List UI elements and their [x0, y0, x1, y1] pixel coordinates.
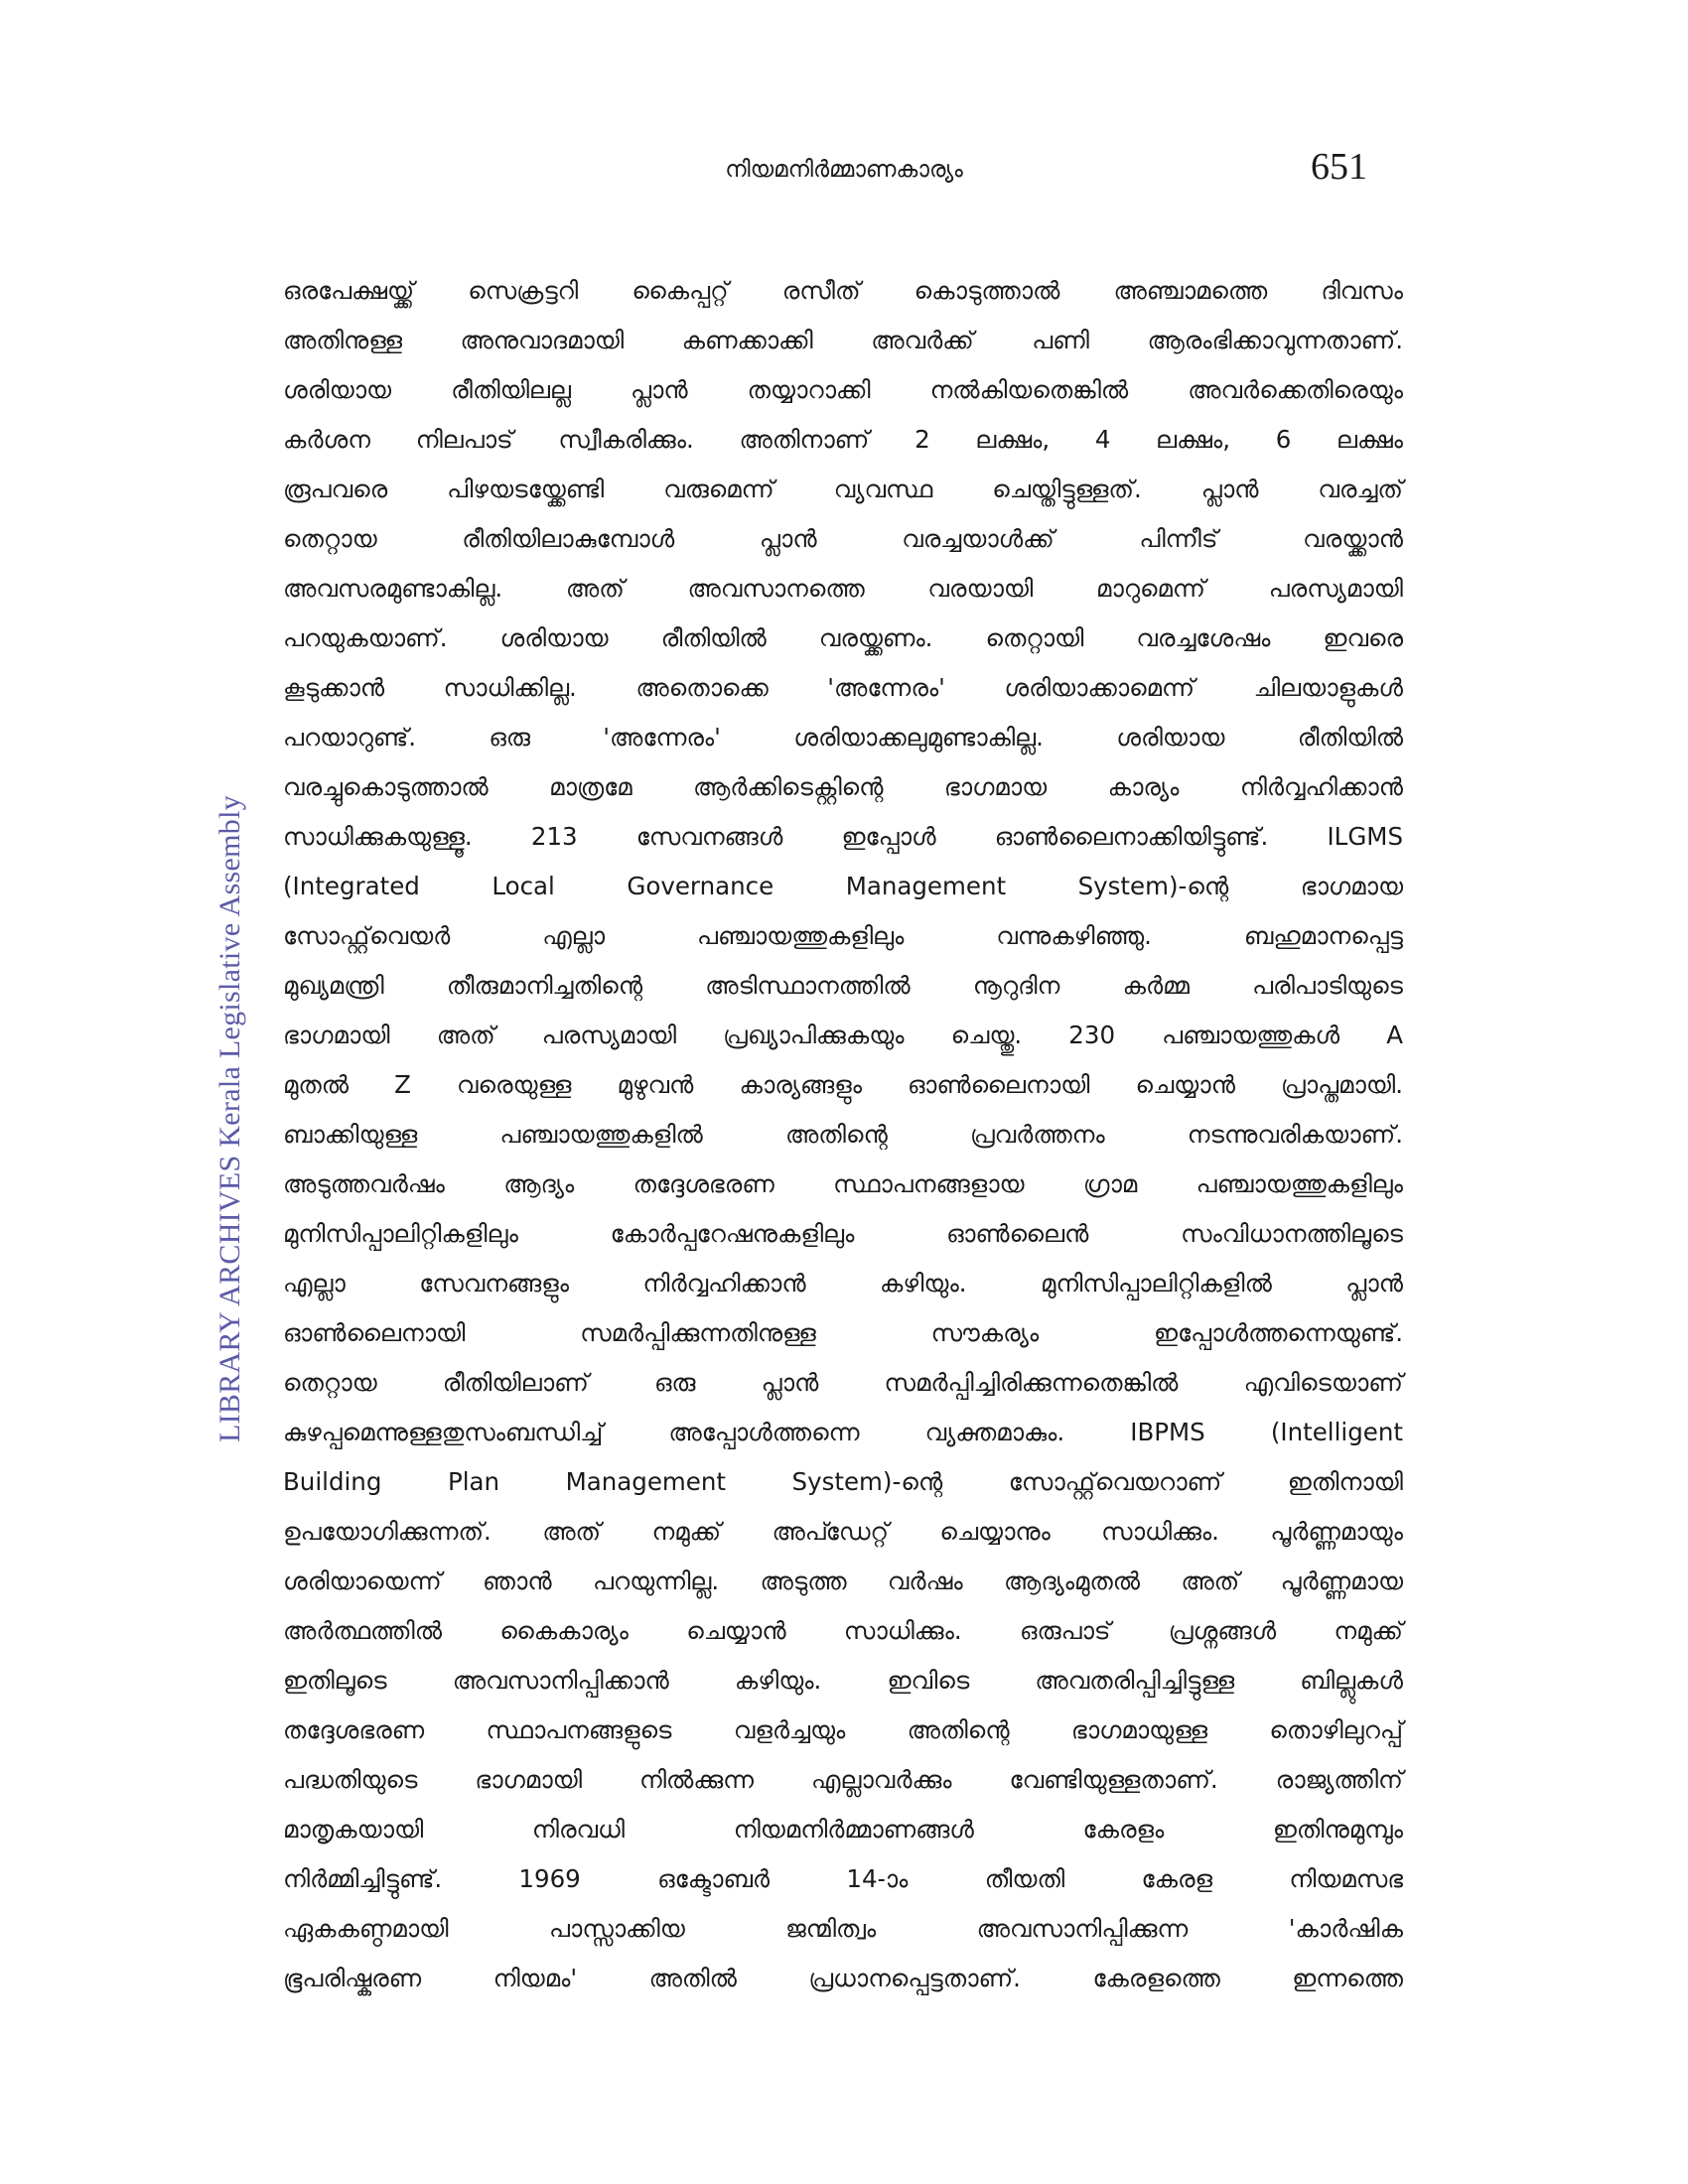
text-line: പറയാറുണ്ട്. ഒരു 'അന്നേരം' ശരിയാക്കലുമുണ്ടാകില്ല. ശരിയായ രീതിയിൽ — [283, 723, 1403, 751]
text-line: തദ്ദേശഭരണ സ്ഥാപനങ്ങളുടെ വളർച്ചയും അതിന്റെ ഭാഗമായുള്ള തൊഴിലുറപ്പ് — [283, 1715, 1403, 1744]
text-line: ഉപയോഗിക്കുന്നത്. അത് നമുക്ക് അപ്ഡേറ്റ് ചെയ്യാനും സാധിക്കും. പൂർണ്ണമായും — [283, 1517, 1403, 1546]
text-line: തെറ്റായ രീതിയിലാകുമ്പോൾ പ്ലാൻ വരച്ചയാൾക്ക് പിന്നീട് വരയ്ക്കാൻ — [283, 524, 1403, 553]
body-text — [283, 266, 1403, 2003]
text-line: ഓൺലൈനായി സമർപ്പിക്കുന്നതിനുള്ള സൗകര്യം ഇപ്പോൾത്തന്നെയുണ്ട്. — [283, 1318, 1403, 1347]
text-line: അവസരമുണ്ടാകില്ല. അത് അവസാനത്തെ വരയായി മാറുമെന്ന് പരസ്യമായി — [283, 574, 1403, 603]
text-line: മുതൽ Z വരെയുള്ള മുഴുവൻ കാര്യങ്ങളും ഓൺലൈനായി ചെയ്യാൻ പ്രാപ്തമായി. — [283, 1070, 1403, 1099]
text-line: സാധിക്കുകയുള്ളൂ. 213 സേവനങ്ങൾ ഇപ്പോൾ ഓൺലൈനാക്കിയിട്ടുണ്ട്. ILGMS — [283, 822, 1403, 851]
text-line: ശരിയായെന്ന് ഞാൻ പറയുന്നില്ല. അടുത്ത വർഷം ആദ്യംമുതൽ അത് പൂർണ്ണമായ — [283, 1567, 1403, 1595]
text-line: വരച്ചുകൊടുത്താൽ മാത്രമേ ആർക്കിടെക്റ്റിന്റെ ഭാഗമായ കാര്യം നിർവ്വഹിക്കാൻ — [283, 772, 1403, 801]
text-line: അടുത്തവർഷം ആദ്യം തദ്ദേശഭരണ സ്ഥാപനങ്ങളായ ഗ്രാമ പഞ്ചായത്തുകളിലും — [283, 1169, 1403, 1198]
text-line: കൂടുക്കാൻ സാധിക്കില്ല. അതൊക്കെ 'അന്നേരം' ശരിയാക്കാമെന്ന് ചിലയാളുകൾ — [283, 673, 1403, 702]
page-number: 651 — [1311, 146, 1367, 188]
text-line: രൂപവരെ പിഴയടയ്ക്കേണ്ടി വരുമെന്ന് വ്യവസ്ഥ ചെയ്തിട്ടുള്ളത്. പ്ലാൻ വരച്ചത് — [283, 475, 1403, 503]
text-line: ഇതിലൂടെ അവസാനിപ്പിക്കാൻ കഴിയും. ഇവിടെ അവതരിപ്പിച്ചിട്ടുള്ള ബില്ലുകൾ — [283, 1666, 1403, 1695]
text-line: എല്ലാ സേവനങ്ങളും നിർവ്വഹിക്കാൻ കഴിയും. മുനിസിപ്പാലിറ്റികളിൽ പ്ലാൻ — [283, 1269, 1403, 1297]
text-line: മാതൃകയായി നിരവധി നിയമനിർമ്മാണങ്ങൾ കേരളം ഇതിനുമുമ്പും — [283, 1815, 1403, 1843]
text-line: മുനിസിപ്പാലിറ്റികളിലും കോർപ്പറേഷനുകളിലും ഓൺലൈൻ സംവിധാനത്തിലൂടെ — [283, 1219, 1403, 1248]
text-line: തെറ്റായ രീതിയിലാണ് ഒരു പ്ലാൻ സമർപ്പിച്ചിരിക്കുന്നതെങ്കിൽ എവിടെയാണ് — [283, 1368, 1403, 1397]
text-line: നിർമ്മിച്ചിട്ടുണ്ട്. 1969 ഒക്ടോബർ 14-ാം തീയതി കേരള നിയമസഭ — [283, 1864, 1403, 1893]
archive-watermark: LIBRARY ARCHIVES Kerala Legislative Assembly — [213, 794, 246, 1443]
text-line: സോഫ്റ്റ്‌വെയർ എല്ലാ പഞ്ചായത്തുകളിലും വന്നുകഴിഞ്ഞു. ബഹുമാനപ്പെട്ട — [283, 921, 1403, 950]
text-line: പദ്ധതിയുടെ ഭാഗമായി നിൽക്കുന്ന എല്ലാവർക്കും വേണ്ടിയുള്ളതാണ്. രാജ്യത്തിന് — [283, 1765, 1403, 1794]
text-line: ഭൂപരിഷ്കരണ നിയമം' അതിൽ പ്രധാനപ്പെട്ടതാണ്. കേരളത്തെ ഇന്നത്തെ — [283, 1964, 1403, 1992]
text-line: അതിനുള്ള അനുവാദമായി കണക്കാക്കി അവർക്ക് പണി ആരംഭിക്കാവുന്നതാണ്. — [283, 326, 1403, 354]
text-line: ഒരപേക്ഷയ്ക്ക് സെക്രട്ടറി കൈപ്പറ്റ് രസീത് കൊടുത്താൽ അഞ്ചാമത്തെ ദിവസം — [283, 276, 1403, 305]
text-line: പറയുകയാണ്. ശരിയായ രീതിയിൽ വരയ്ക്കണം. തെറ്റായി വരച്ചശേഷം ഇവരെ — [283, 623, 1403, 652]
text-line: ഭാഗമായി അത് പരസ്യമായി പ്രഖ്യാപിക്കുകയും ചെയ്തു. 230 പഞ്ചായത്തുകൾ A — [283, 1021, 1403, 1049]
text-line: ബാക്കിയുള്ള പഞ്ചായത്തുകളിൽ അതിന്റെ പ്രവർത്തനം നടന്നുവരികയാണ്. — [283, 1120, 1403, 1149]
text-line: Building Plan Management System)-ന്റെ സോഫ്റ്റ്‌വെയറാണ് ഇതിനായി — [283, 1467, 1403, 1496]
text-line: മുഖ്യമന്ത്രി തീരുമാനിച്ചതിന്റെ അടിസ്ഥാനത്തിൽ നൂറുദിന കർമ്മ പരിപാടിയുടെ — [283, 971, 1403, 1000]
running-title: നിയമനിർമ്മാണകാര്യം — [725, 157, 963, 183]
text-line: (Integrated Local Governance Management System)-ന്റെ ഭാഗമായ — [283, 872, 1403, 900]
text-line: ഏകകണ്ഠമായി പാസ്സാക്കിയ ജന്മിത്വം അവസാനിപ്പിക്കുന്ന 'കാർഷിക — [283, 1914, 1403, 1943]
text-line: കുഴപ്പമെന്നുള്ളതുസംബന്ധിച്ച് അപ്പോൾത്തന്നെ വ്യക്തമാകും. IBPMS (Intelligent — [283, 1418, 1403, 1446]
text-line: അർത്ഥത്തിൽ കൈകാര്യം ചെയ്യാൻ സാധിക്കും. ഒരുപാട് പ്രശ്നങ്ങൾ നമുക്ക് — [283, 1616, 1403, 1645]
text-line: ശരിയായ രീതിയിലല്ല പ്ലാൻ തയ്യാറാക്കി നൽകിയതെങ്കിൽ അവർക്കെതിരെയും — [283, 375, 1403, 404]
text-line: കർശന നിലപാട് സ്വീകരിക്കും. അതിനാണ് 2 ലക്ഷം, 4 ലക്ഷം, 6 ലക്ഷം — [283, 425, 1403, 454]
